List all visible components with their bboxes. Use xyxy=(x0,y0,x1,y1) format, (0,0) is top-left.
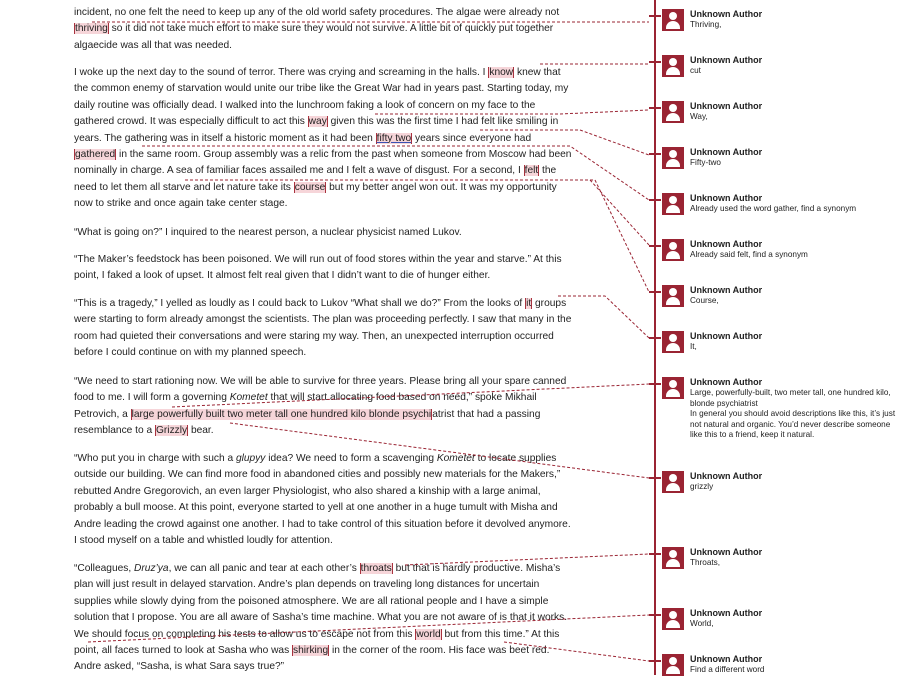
paragraph-8: “Colleagues, Druz’ya, we can all panic and tear at each other’s throats but that is hardly productive. Misha’s plan will just result in delayed starvation. Andre’s plan depends on traveling long distances for uncertain supplies while slowly dying from the poisoned atmosphere. We are all rational people and I have a simple solution that I propose. You are all aware of Sasha’s time machine. What you are not aware of is that it works. We should focus on completing his tests to allow us to escape not from this world but from this time.” At this point, all faces turned to look at Sasha who was shirking in the corner of the room. His face was beet red. Andre asked, “Sasha, is what Sara says true?” xyxy=(74,563,568,673)
comment-marker xyxy=(649,660,661,662)
comment-author: Unknown Author xyxy=(690,285,763,295)
comment-anchor-know[interactable]: know xyxy=(489,67,514,78)
paragraph-7: “Who put you in charge with such a glupyy idea? We need to form a scavenging Kometet to locate supplies outside our building. We can find more food in abandoned cities and possibly new materials for the Makers,” rebutted Andre Gregorovich, an even larger Physiologist, who also shared a kinship with a large animal, probably a bull moose. At this point, everyone started to yell at one another in a huge tumult with Misha and Andre leading the crowd against one another. I had to take control of this situation before it devolved anymore. I stood myself on a table and whistled loudly for attention. xyxy=(74,453,571,547)
comment-anchor-grizzly[interactable]: Grizzly xyxy=(155,425,188,437)
comment-text: Already said felt, find a synonym xyxy=(690,250,808,259)
avatar-icon xyxy=(662,608,684,630)
comment-marker xyxy=(649,61,661,63)
comment-marker xyxy=(649,291,661,293)
comment-anchor-way[interactable]: way xyxy=(308,116,327,128)
comment-anchor-description[interactable]: large powerfully built two meter tall one hundred kilo blonde psychi xyxy=(131,408,432,420)
comment-text: Thriving, xyxy=(690,20,722,29)
comment-marker xyxy=(649,614,661,616)
comment-marker xyxy=(649,15,661,17)
paragraph-5: “This is a tragedy,” I yelled as loudly as I could back to Lukov “What shall we do?” From the looks of it groups were starting to form already amongst the scientists. The plan was proceeding perfectly. I saw that many in the room had quieted their conversations and were staring my way. Then, an unexpected interruption occurred before I could continue on with my planned speech. xyxy=(74,298,572,359)
comment-text: grizzly xyxy=(690,482,714,491)
comment-marker xyxy=(649,477,661,479)
avatar-icon xyxy=(662,547,684,569)
comment-author: Unknown Author xyxy=(690,608,763,618)
avatar-icon xyxy=(662,239,684,261)
comment-anchor-it[interactable]: it xyxy=(526,298,532,309)
avatar-icon xyxy=(662,9,684,31)
comment-text: Course, xyxy=(690,296,719,305)
comment-marker xyxy=(649,383,661,385)
paragraph-2: I woke up the next day to the sound of terror. There was crying and screaming in the halls. I know knew that the common enemy of starvation would unite our tribe like the Great War had in years past. Starting today, my daily routine was officially dead. I walked into the lunchroom faking a look of concern on my face to the gathered crowd. It was especially difficult to act this way given this was the first time I had felt like smiling in years. The gathering was in itself a historic moment as it had been fifty two years since everyone had gathered in the same room. Group assembly was a relic from the past when someone from Moscow had been nominally in charge. A sea of familiar faces assailed me and I felt a wave of disgust. For a second, I felt the need to let them all starve and let nature take its course but my better angel won out. It was my opportunity now to strike and once again take center stage. xyxy=(74,67,572,210)
comment-author: Unknown Author xyxy=(690,331,763,341)
paragraph-4: “The Maker’s feedstock has been poisoned. We will run out of food stores within the year and starve.” At this point, I faked a look of upset. It almost felt real given that I didn’t want to die of hunger either. xyxy=(74,254,562,282)
paragraph-3: “What is going on?” I inquired to the nearest person, a nuclear physicist named Lukov. xyxy=(74,227,462,238)
comment-anchor-shirking[interactable]: shirking xyxy=(293,645,329,657)
paragraph-1: incident, no one felt the need to keep up any of the old world safety procedures. The algae were already not thriving so it did not take much effort to make sure they would not survive. A little bit of quickly put together algaecide was all that was needed. xyxy=(74,7,560,51)
avatar-icon xyxy=(662,471,684,493)
comment-anchor-course[interactable]: course xyxy=(294,181,326,193)
avatar-icon xyxy=(662,193,684,215)
avatar-icon xyxy=(662,331,684,353)
comment-author: Unknown Author xyxy=(690,377,763,387)
comment-marker xyxy=(649,199,661,201)
comment-marker xyxy=(649,153,661,155)
comment-text: Find a different word xyxy=(690,665,765,674)
comment-anchor-fifty-two[interactable]: fifty two xyxy=(376,132,412,144)
avatar-icon xyxy=(662,654,684,676)
comment-text: It, xyxy=(690,342,697,351)
comment-author: Unknown Author xyxy=(690,239,763,249)
comment-text: World, xyxy=(690,619,714,628)
comment-marker xyxy=(649,337,661,339)
comment-anchor-felt[interactable]: felt xyxy=(524,165,539,177)
comment-author: Unknown Author xyxy=(690,654,763,664)
comment-marker xyxy=(649,107,661,109)
comment-author: Unknown Author xyxy=(690,147,763,157)
comment-anchor-world[interactable]: world xyxy=(416,628,441,640)
comment-text: Throats, xyxy=(690,558,721,567)
comment-text: cut xyxy=(690,66,701,75)
comment-author: Unknown Author xyxy=(690,9,763,19)
comment-text: Already used the word gather, find a synonym xyxy=(690,204,857,213)
avatar-icon xyxy=(662,377,684,399)
comment-text: Large, powerfully-built, two meter tall, one hundred kilo, blonde psychiatrist In general you should avoid descriptions like this, it’s just not natural and organic. You’d never describe someone like this to a friend, keep it natural. xyxy=(690,388,896,440)
comment-author: Unknown Author xyxy=(690,547,763,557)
comment-author: Unknown Author xyxy=(690,193,763,203)
comment-author: Unknown Author xyxy=(690,101,763,111)
avatar-icon xyxy=(662,55,684,77)
comment-marker xyxy=(649,553,661,555)
comment-author: Unknown Author xyxy=(690,471,763,481)
comment-text: Way, xyxy=(690,112,708,121)
avatar-icon xyxy=(662,101,684,123)
comment-author: Unknown Author xyxy=(690,55,763,65)
avatar-icon xyxy=(662,147,684,169)
paragraph-6: “We need to start rationing now. We will be able to survive for three years. Please bring all your spare canned food to me. I will form a governing Kometet that will start allocating food based on need,” spoke Mikhail Petrovich, a large powerfully built two meter tall one hundred kilo blonde psychiatrist that had a passing resemblance to a Grizzly bear. xyxy=(74,376,567,437)
comment-text: Fifty-two xyxy=(690,158,721,167)
comment-marker xyxy=(649,245,661,247)
avatar-icon xyxy=(662,285,684,307)
comment-anchor-thriving[interactable]: thriving xyxy=(75,23,108,35)
comment-anchor-gathered[interactable]: gathered xyxy=(75,149,116,161)
comment-anchor-throats[interactable]: throats xyxy=(360,563,392,574)
